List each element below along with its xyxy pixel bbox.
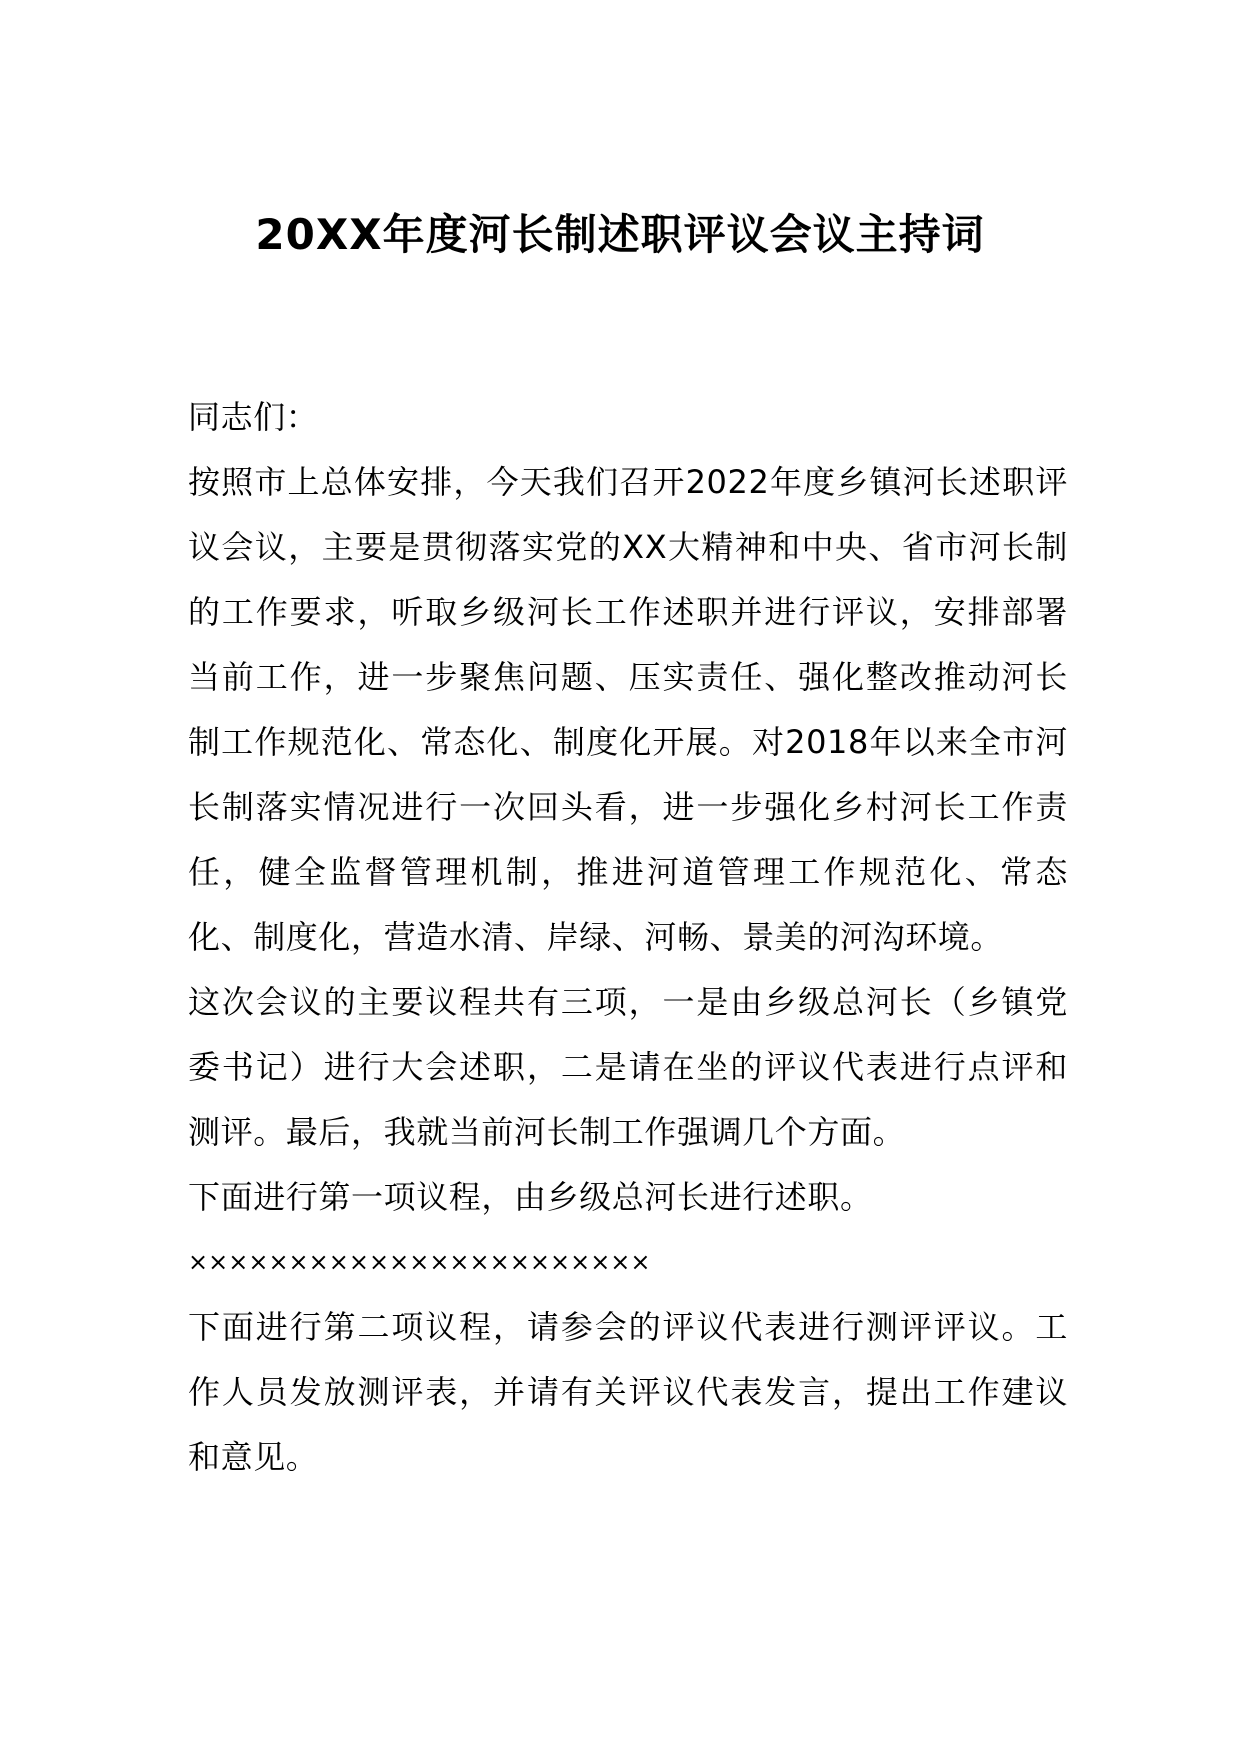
first-agenda-paragraph: 下面进行第一项议程，由乡级总河长进行述职。 [188, 1178, 873, 1216]
agenda-paragraph: 这次会议的主要议程共有三项，一是由乡级总河长（乡镇党委书记）进行大会述职，二是请在坐的评议代表进行点评和测评。最后，我就当前河长制工作强调几个方面。 [188, 983, 1068, 1151]
document-body [188, 385, 1068, 1490]
intro-paragraph: 按照市上总体安排，今天我们召开2022年度乡镇河长述职评议会议，主要是贯彻落实党的XX大精神和中央、省市河长制的工作要求，听取乡级河长工作述职并进行评议，安排部署当前工作，进一步聚焦问题、压实责任、强化整改推动河长制工作规范化、常态化、制度化开展。对2018年以来全市河长制落实情况进行一次回头看，进一步强化乡村河长工作责任，健全监督管理机制，推进河道管理工作规范化、常态化、制度化，营造水清、岸绿、河畅、景美的河沟环境。 [188, 463, 1068, 956]
document-title: 20XX年度河长制述职评议会议主持词 [255, 210, 985, 259]
placeholder-separator-line: ××××××××××××××××××××××× [188, 1248, 651, 1276]
second-agenda-paragraph: 下面进行第二项议程，请参会的评议代表进行测评评议。工作人员发放测评表，并请有关评议代表发言，提出工作建议和意见。 [188, 1308, 1068, 1476]
salutation-paragraph: 同志们： [188, 398, 319, 436]
